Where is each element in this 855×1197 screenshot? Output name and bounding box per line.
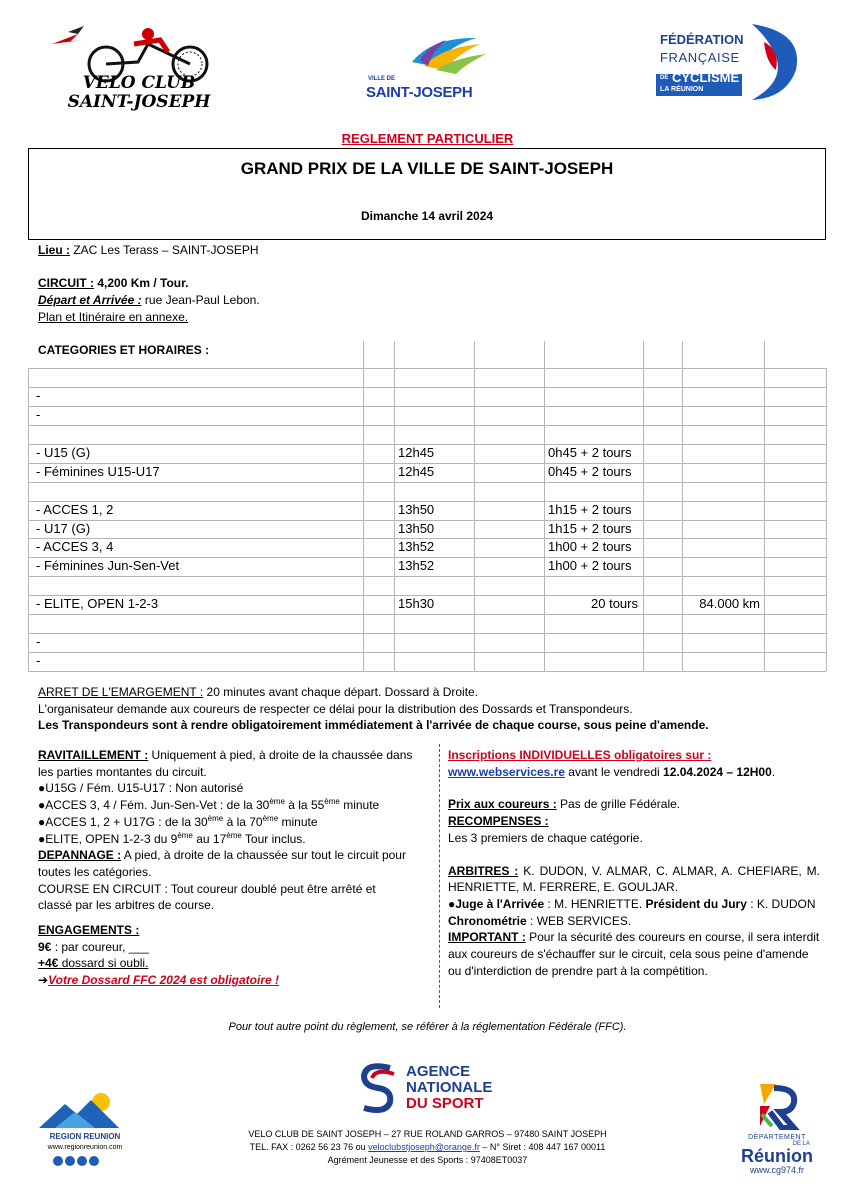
engagement-1 (38, 939, 413, 956)
ravit-item-4c: Tour inclus. (241, 831, 306, 846)
address-line3: Agrément Jeunesse et des Sports : 97408ET0037 (327, 1155, 528, 1165)
ffc-logo (656, 22, 804, 104)
prix-label: Prix aux coureurs : (448, 797, 557, 812)
schedule-cell-duration: 1h00 + 2 tours (548, 558, 632, 574)
engagements-label: ENGAGEMENTS : (38, 923, 140, 938)
prix-line (448, 796, 820, 813)
region-line1: REGION REUNION (49, 1132, 121, 1141)
depannage-value: A pied, à droite de la chaussée sur tout le circuit pour toutes les catégories. (38, 848, 406, 879)
arbitres-line (448, 863, 820, 896)
ravit-item-2c: minute (339, 798, 380, 813)
dept-line4: www.cg974.fr (749, 1165, 805, 1175)
ffc-line4: LA RÉUNION (660, 86, 704, 93)
ans-line2: NATIONALE (406, 1079, 493, 1096)
ffc-line3: CYCLISME (672, 70, 740, 85)
lieu-label: Lieu : (38, 243, 70, 257)
emargement-line1 (38, 684, 818, 701)
schedule-cell-duration: 20 tours (591, 596, 638, 612)
dept-line3: Réunion (741, 1146, 813, 1166)
column-divider (439, 744, 440, 1008)
schedule-header: CATEGORIES ET HORAIRES : (38, 343, 210, 357)
depannage-text (38, 847, 413, 880)
schedule-cell-time: 12h45 (398, 444, 435, 460)
schedule-cell-time: 15h30 (398, 596, 435, 612)
dossard-warning: Votre Dossard FFC 2024 est obligatoire ! (48, 973, 280, 988)
plan-line: Plan et Itinéraire en annexe. (38, 310, 189, 324)
ffc-de: DE (660, 75, 669, 81)
chrono-label: Chronométrie (448, 913, 527, 928)
webservices-link[interactable]: www.webservices.re (448, 764, 565, 779)
ans-line1: AGENCE (406, 1063, 471, 1080)
schedule-cell-time: 12h45 (398, 463, 435, 479)
juge-line (448, 896, 820, 913)
agence-nationale-sport-logo (356, 1060, 506, 1116)
schedule-cell-cat: - U15 (G) (36, 444, 91, 460)
schedule-row (28, 652, 826, 671)
inscriptions-line (448, 764, 820, 781)
depart-label: Départ et Arrivée : (38, 293, 142, 307)
sup-eme: ème (207, 813, 224, 823)
left-column (38, 747, 413, 989)
sup-eme: ème (324, 797, 340, 807)
ans-line3: DU SPORT (406, 1095, 484, 1112)
schedule-cell-cat: - Féminines Jun-Sen-Vet (36, 558, 180, 574)
footer-note: Pour tout autre point du règlement, se référer à la réglementation Fédérale (FFC). (228, 1021, 627, 1033)
schedule-row (28, 463, 826, 482)
departement-reunion-logo (734, 1080, 820, 1184)
page-title: GRAND PRIX DE LA VILLE DE SAINT-JOSEPH (240, 159, 614, 178)
circuit-line (38, 276, 188, 290)
inscriptions-deadline: 12.04.2024 – 12H00 (663, 764, 772, 779)
schedule-row (28, 444, 826, 463)
sup-eme: ème (269, 797, 285, 807)
engagement-1-price: 9€ (38, 939, 52, 954)
ravit-item-3 (38, 814, 413, 831)
club-address (0, 1128, 855, 1167)
ravit-item-2b: à la 55 (284, 798, 325, 813)
schedule-cell-dist: 84.000 km (699, 596, 760, 612)
president-value: : K. DUDON (746, 896, 816, 911)
schedule-cell-cat: - (36, 406, 41, 422)
velo-club-line1: VELO CLUB (82, 73, 196, 93)
schedule-row (28, 576, 826, 595)
schedule-row (28, 538, 826, 557)
schedule-row (28, 387, 826, 406)
lieu-value: ZAC Les Terass – SAINT-JOSEPH (70, 243, 259, 257)
schedule-cell-cat: - Féminines U15-U17 (36, 463, 160, 479)
important-value: Pour la sécurité des coureurs en course, il sera interdit aux coureurs de s'échauffer sur le circuit, cela sous peine d'amende ou d'interdiction de prendre part à la compétition. (448, 930, 820, 978)
engagement-2-text: dossard si oubli. (58, 956, 149, 971)
sup-eme: ème (226, 830, 242, 840)
table-row-line (28, 671, 826, 672)
ravit-item-4b: au 17 (192, 831, 227, 846)
schedule-cell-duration: 1h00 + 2 tours (548, 539, 632, 555)
engagement-2 (38, 955, 413, 972)
address-line2 (0, 1141, 855, 1154)
circuit-label: CIRCUIT : (38, 276, 94, 290)
dept-line2: DE LA (792, 1141, 810, 1147)
course-circuit-text: COURSE EN CIRCUIT : Tout coureur doublé peut être arrêté et classé par les arbitres de course. (38, 881, 376, 913)
circuit-value: 4,200 Km / Tour. (94, 276, 189, 290)
schedule-cell-time: 13h52 (398, 539, 435, 555)
schedule-cell-cat: - (36, 387, 41, 403)
ravitaillement-value: Uniquement à pied, à droite de la chaussée dans les parties montantes du circuit. (38, 748, 413, 779)
depannage-label: DEPANNAGE : (38, 848, 122, 863)
schedule-cell-duration: 0h45 + 2 tours (548, 463, 632, 479)
inscriptions-title: Inscriptions INDIVIDUELLES obligatoires sur : (448, 748, 712, 762)
chrono-value: : WEB SERVICES. (526, 913, 632, 928)
schedule-row (28, 482, 826, 501)
ville-logo-name: SAINT-JOSEPH (366, 84, 473, 101)
right-column (448, 747, 820, 979)
depart-line (38, 293, 260, 307)
schedule-row (28, 595, 826, 614)
schedule-cell-duration: 1h15 + 2 tours (548, 501, 632, 517)
club-email-link[interactable]: veloclubstjoseph@orange.fr (368, 1142, 480, 1152)
ravit-item-3b: à la 70 (223, 814, 263, 829)
velo-club-logo (48, 22, 228, 112)
dept-line1: DÉPARTEMENT (748, 1134, 806, 1141)
ffc-line1: FÉDÉRATION (660, 32, 744, 47)
chrono-line (448, 913, 820, 930)
arrow-icon: ➔ (38, 973, 49, 988)
arbitres-value: K. DUDON, V. ALMAR, C. ALMAR, A. CHEFIARE, M. HENRIETTE, M. FERRERE, E. GOULJAR. (448, 863, 820, 895)
recompenses-value: Les 3 premiers de chaque catégorie. (448, 830, 643, 845)
juge-label: ●Juge à l'Arrivée (448, 896, 545, 911)
ravit-item-3a: ●ACCES 1, 2 + U17G : de la 30 (38, 814, 208, 829)
schedule-cell-time: 13h50 (398, 520, 435, 536)
sup-eme: ème (177, 830, 193, 840)
sup-eme: ème (262, 813, 279, 823)
event-date: Dimanche 14 avril 2024 (360, 209, 494, 223)
recompenses-label: RECOMPENSES : (448, 814, 549, 829)
ffc-line2: FRANÇAISE (660, 50, 740, 65)
engagement-2-price: +4€ (38, 956, 59, 971)
schedule-row (28, 614, 826, 633)
schedule-cell-cat: - ELITE, OPEN 1-2-3 (36, 596, 159, 612)
important-line (448, 929, 820, 979)
engagement-1-text: : par coureur, ___ (51, 939, 149, 954)
schedule-row (28, 520, 826, 539)
schedule-row (28, 501, 826, 520)
title-box (28, 148, 826, 240)
address-siret: – N° Siret : 408 447 167 00011 (479, 1142, 606, 1152)
schedule-table (28, 341, 826, 671)
ravitaillement-text (38, 747, 413, 780)
ravit-item-2 (38, 797, 413, 814)
important-label: IMPORTANT : (448, 930, 526, 945)
schedule-row (28, 557, 826, 576)
schedule-row (28, 425, 826, 444)
engagement-3 (38, 972, 413, 989)
emargement-label: ARRET DE L'EMARGEMENT : (38, 685, 204, 699)
schedule-cell-cat: - (36, 653, 41, 669)
lieu-line (38, 243, 259, 257)
address-line1: VELO CLUB DE SAINT JOSEPH – 27 RUE ROLAND GARROS – 97480 SAINT JOSEPH (248, 1129, 607, 1139)
schedule-cell-time: 13h50 (398, 501, 435, 517)
schedule-cell-cat: - ACCES 3, 4 (36, 539, 114, 555)
ville-logo-small: VILLE DE (368, 76, 396, 82)
ravit-item-3c: minute (278, 814, 318, 829)
ville-saint-joseph-logo (362, 32, 497, 107)
prix-value: Pas de grille Fédérale. (556, 797, 681, 812)
ravit-item-1: ●U15G / Fém. U15-U17 : Non autorisé (38, 781, 244, 796)
schedule-row (28, 368, 826, 387)
emargement-block (38, 684, 818, 734)
schedule-row (28, 406, 826, 425)
schedule-cell-duration: 1h15 + 2 tours (548, 520, 632, 536)
schedule-cell-cat: - (36, 634, 41, 650)
schedule-cell-cat: - U17 (G) (36, 520, 91, 536)
inscriptions-end: . (771, 764, 776, 779)
velo-club-line2: SAINT-JOSEPH (67, 92, 211, 112)
emargement-line3: Les Transpondeurs sont à rendre obligatoirement immédiatement à l'arrivée de chaque course, sous peine d'amende. (38, 718, 709, 733)
ravitaillement-label: RAVITAILLEMENT : (38, 748, 149, 762)
schedule-cell-cat: - ACCES 1, 2 (36, 501, 114, 517)
arbitres-label: ARBITRES : (448, 863, 519, 878)
ravit-item-4a: ●ELITE, OPEN 1-2-3 du 9 (38, 831, 178, 846)
emargement-value: 20 minutes avant chaque départ. Dossard à Droite. (203, 685, 479, 699)
schedule-row (28, 633, 826, 652)
schedule-cell-time: 13h52 (398, 558, 435, 574)
schedule-cell-duration: 0h45 + 2 tours (548, 444, 632, 460)
emargement-line2: L'organisateur demande aux coureurs de respecter ce délai pour la distribution des Dossards et Transpondeurs. (38, 701, 633, 716)
table-border (826, 368, 827, 671)
depart-value: rue Jean-Paul Lebon. (141, 293, 260, 307)
president-label: Président du Jury (645, 896, 747, 911)
ravit-item-2a: ●ACCES 3, 4 / Fém. Jun-Sen-Vet : de la 30 (38, 798, 270, 813)
juge-value: : M. HENRIETTE. (544, 896, 646, 911)
inscriptions-rest: avant le vendredi (564, 764, 664, 779)
ravit-item-4 (38, 831, 413, 848)
reglement-heading: REGLEMENT PARTICULIER (341, 131, 514, 146)
address-tel: TEL. FAX : 0262 56 23 76 ou (249, 1142, 369, 1152)
region-line2: www.regionreunion.com (47, 1144, 123, 1151)
